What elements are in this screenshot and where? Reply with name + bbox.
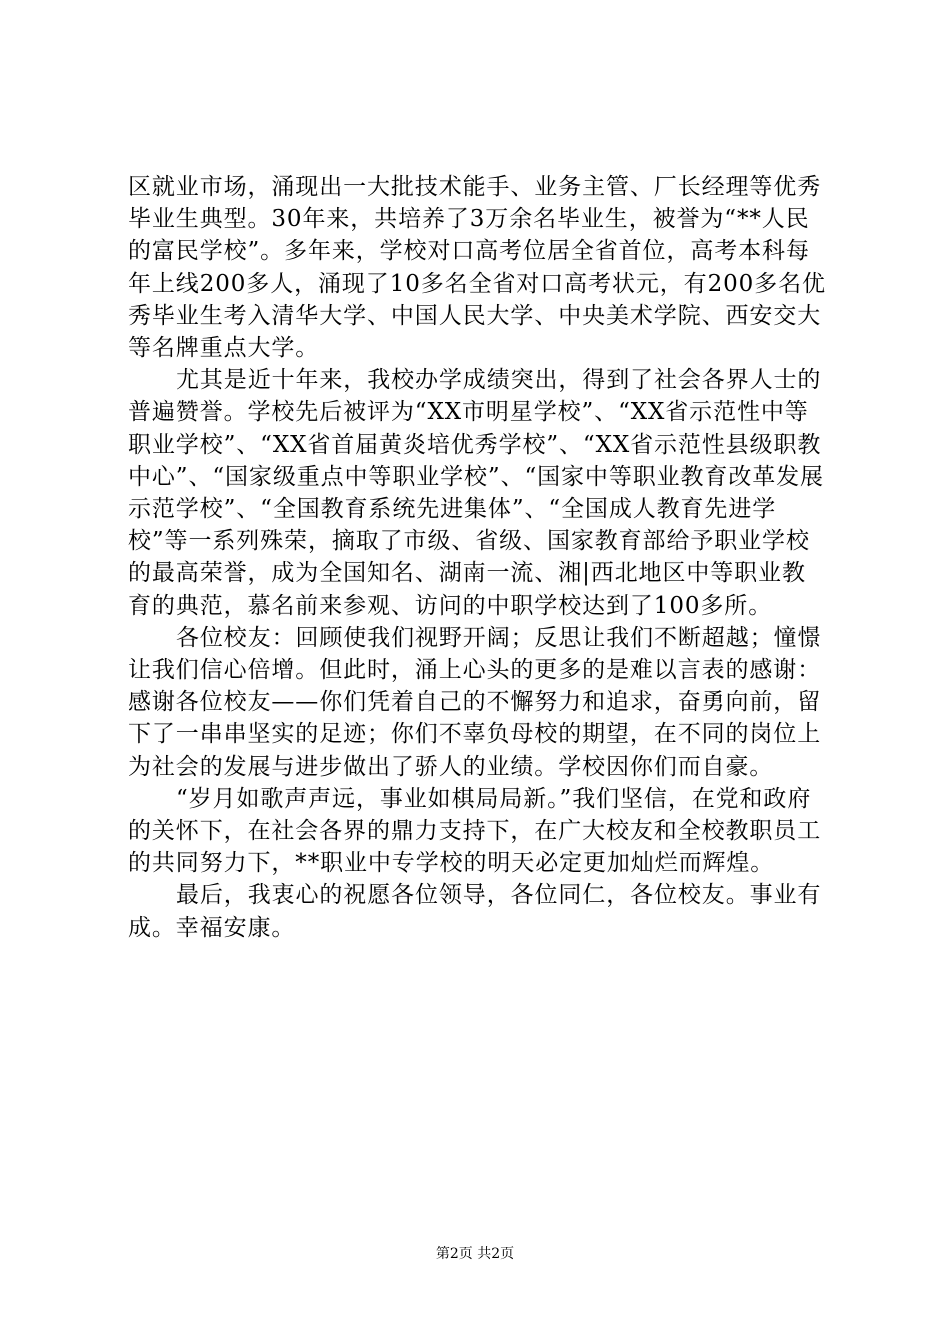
paragraph-1: 区就业市场，涌现出一大批技术能手、业务主管、厂长经理等优秀毕业生典型。30年来，共培养了3万余名毕业生，被誉为“**人民的富民学校”。多年来，学校对口高考位居全省首位，高考本科每年上线200多人，涌现了10多名全省对口高考状元，有200多名优秀毕业生考入清华大学、中国人民大学、中央美术学院、西安交大等名牌重点大学。 xyxy=(128,174,826,362)
paragraph-4: “岁月如歌声声远，事业如棋局局新。”我们坚信，在党和政府的关怀下，在社会各界的鼎力支持下，在广大校友和全校教职员工的共同努力下，**职业中专学校的明天必定更加灿烂而辉煌。 xyxy=(128,785,822,877)
paragraph-3: 各位校友：回顾使我们视野开阔；反思让我们不断超越；憧憬让我们信心倍增。但此时，涌上心头的更多的是难以言表的感谢：感谢各位校友——你们凭着自己的不懈努力和追求，奋勇向前，留下了一串串坚实的足迹；你们不辜负母校的期望，在不同的岗位上为社会的发展与进步做出了骄人的业绩。学校因你们而自豪。 xyxy=(128,624,822,780)
page-footer: 第2页 共2页 xyxy=(435,1246,515,1262)
paragraph-5: 最后，我衷心的祝愿各位领导，各位同仁，各位校友。事业有成。幸福安康。 xyxy=(128,882,822,941)
document-body xyxy=(128,171,828,944)
paragraph-2: 尤其是近十年来，我校办学成绩突出，得到了社会各界人士的普遍赞誉。学校先后被评为“XX市明星学校”、“XX省示范性中等职业学校”、“XX省首届黄炎培优秀学校”、“XX省示范性县级职教中心”、“国家级重点中等职业学校”、“国家中等职业教育改革发展示范学校”、“全国教育系统先进集体”、“全国成人教育先进学校”等一系列殊荣，摘取了市级、省级、国家教育部给予职业学校的最高荣誉，成为全国知名、湖南一流、湘|西北地区中等职业教育的典范，慕名前来参观、访问的中职学校达到了100多所。 xyxy=(128,367,824,619)
